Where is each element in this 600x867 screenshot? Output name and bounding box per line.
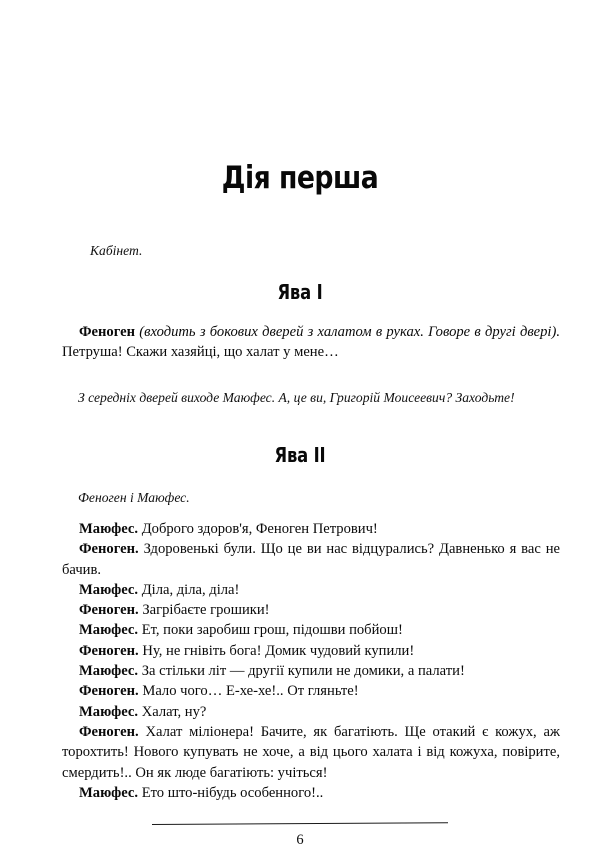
dialogue-line [62,620,560,640]
scene-heading-2: Ява II [274,443,326,467]
dialogue-line [62,722,560,783]
speech-text: Петруша! Скажи хазяйці, що халат у мене… [62,344,339,361]
dialogue-line [62,641,560,661]
speech-text: Халат, ну? [141,703,207,720]
speech-text: Мало чого… Е-хе-хе!.. От гляньте! [142,683,359,700]
speaker-name: Феноген. [79,602,139,619]
stage-direction-cast: Феноген і Маюфес. [78,490,190,505]
speech-text: Ет, поки заробиш грош, підошви побйош! [141,622,403,639]
dialogue-line [62,783,560,803]
speech-text: Доброго здоров'я, Феноген Петрович! [141,521,378,537]
speaker-name: Феноген [79,324,136,340]
scene-heading-1: Ява I [277,280,323,304]
speech-text: Діла, діла, діла! [141,581,240,598]
speaker-name: Феноген. [79,541,139,558]
dialogue-line [62,519,560,539]
speech-line [62,322,560,362]
speaker-name: Феноген. [79,642,139,659]
dialogue-line [62,661,560,681]
speaker-name: Маюфес. [79,521,139,537]
speaker-name: Маюфес. [79,784,139,801]
opening-speech-block [62,322,560,362]
speaker-name: Маюфес. [79,703,139,720]
speech-text: Халат міліонера! Бачите, як багатіють. Ще отакий є кожух, аж торохтить! Нового купувать не хоче, а від цього халата і від кожуха, повірите, смердить!.. Он як люде багатіють: учіться! [62,723,561,781]
speech-text: Загрібаєте грошики! [142,602,270,619]
page-number: 6 [296,832,304,848]
dialogue-line [62,681,560,701]
speaker-name: Маюфес. [79,581,139,598]
dialogue-block [62,519,560,803]
footer-divider [152,822,448,825]
inline-stage-direction: (входить з бокових дверей з халатом в руках. Говоре в другі двері). [139,324,560,340]
dialogue-line [62,539,560,580]
dialogue-line [62,702,560,722]
stage-direction-entrance: З середніх дверей виходе Маюфес. А, це ви, Григорій Моисеевич? Заходьте! [78,390,515,405]
speaker-name: Маюфес. [79,663,139,680]
dialogue-line [62,600,560,620]
speech-text: Ето што-нібудь особенного!.. [141,784,324,801]
dialogue-line [62,580,560,600]
speech-text: За стільки літ — другії купили не домики, а палати! [141,663,465,680]
speech-text: Ну, не гнівіть бога! Домик чудовий купили! [142,642,415,659]
act-title: Дія перша [221,160,379,196]
speaker-name: Маюфес. [79,622,139,639]
speaker-name: Феноген. [79,683,139,700]
speaker-name: Феноген. [79,723,139,740]
speech-text: Здоровенькі були. Що це ви нас відцурались? Давненько я вас не бачив. [62,541,560,578]
stage-direction-setting: Кабінет. [90,243,143,258]
